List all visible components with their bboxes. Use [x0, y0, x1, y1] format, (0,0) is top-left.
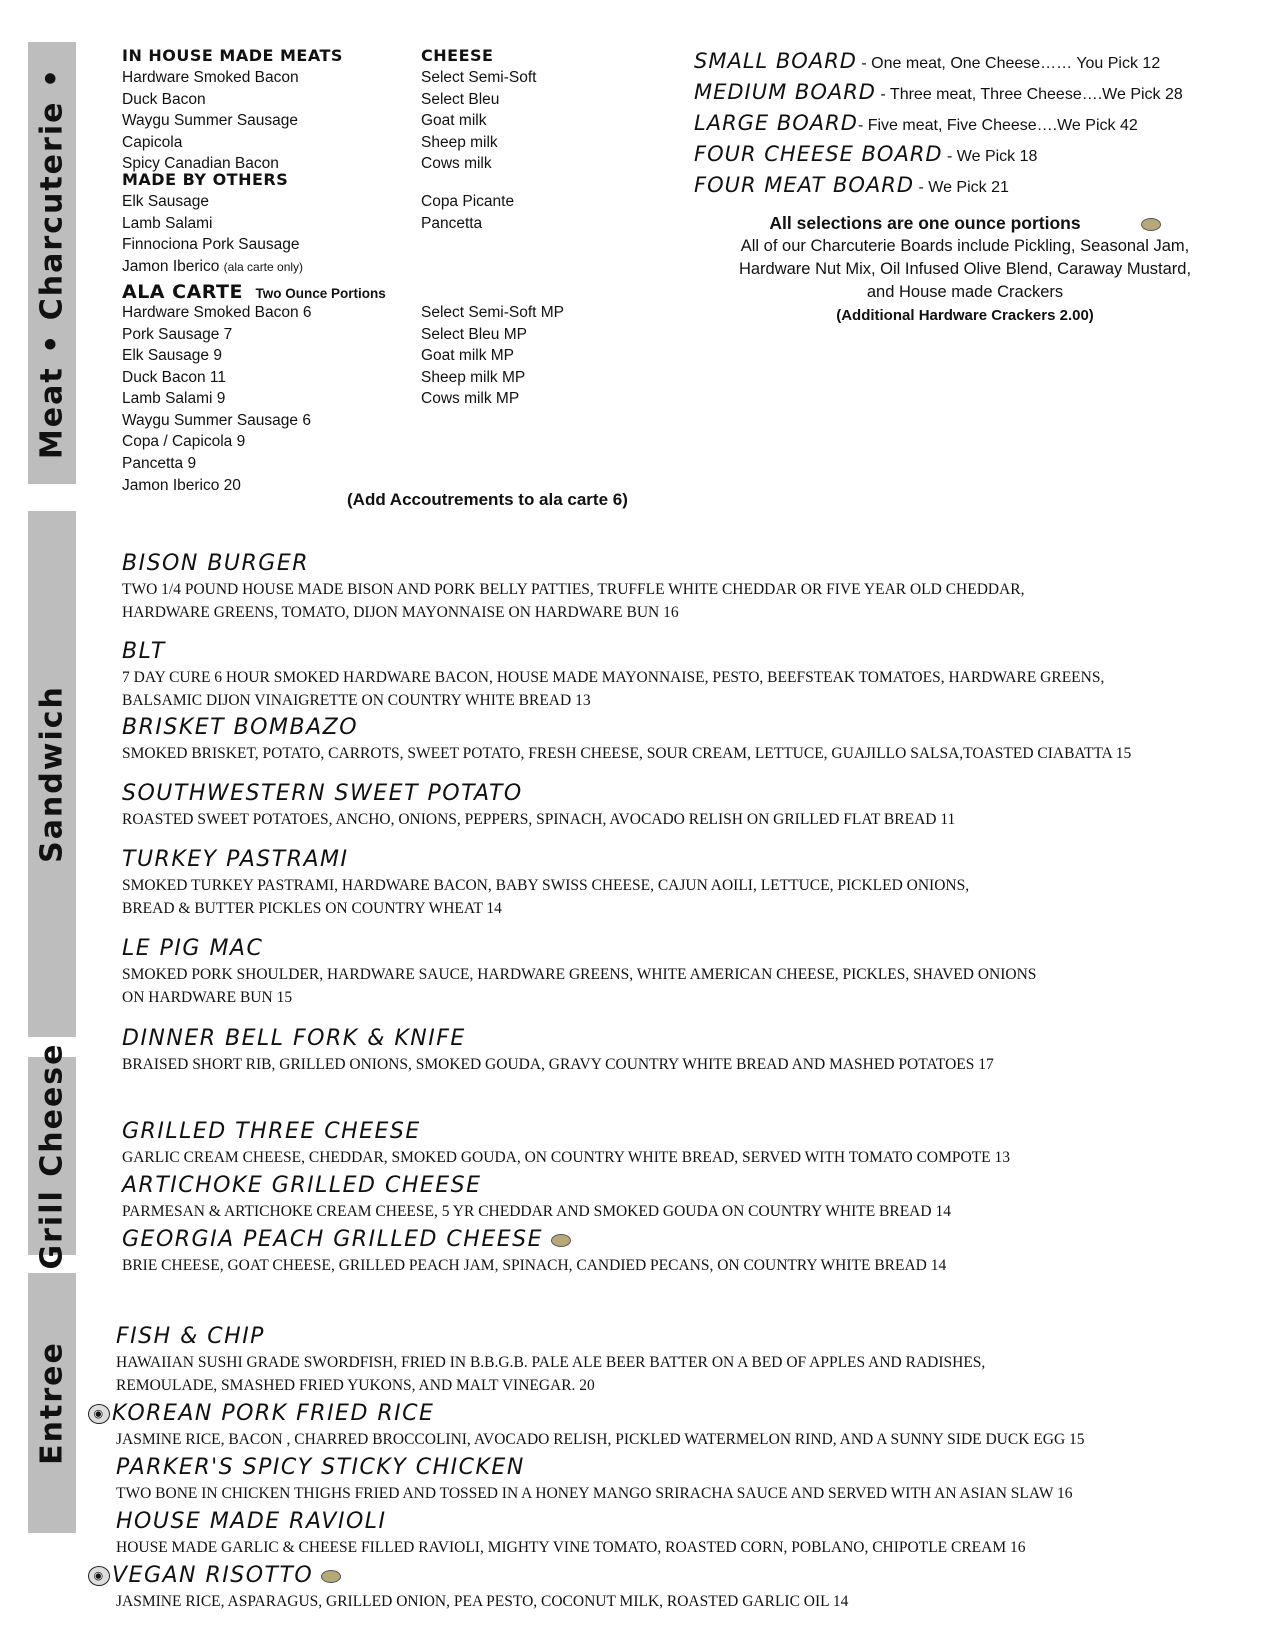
cheese-list: [421, 67, 536, 175]
list-item: Copa Picante: [421, 193, 515, 210]
list-item: Cows milk: [421, 155, 492, 172]
menu-item: [116, 1508, 1026, 1559]
list-item: Finnociona Pork Sausage: [122, 236, 300, 253]
menu-item: [122, 1025, 994, 1076]
item-name: ◉ VEGAN RISOTTO: [88, 1562, 848, 1590]
board-item: [694, 47, 1183, 78]
section-meat-label: Meat • Charcuterie •: [34, 66, 70, 460]
list-item: Jamon Iberico 20: [122, 477, 241, 494]
item-name: BRISKET BOMBAZO: [122, 715, 359, 740]
boards-list: [694, 47, 1183, 202]
menu-item: [88, 1400, 1085, 1451]
item-desc: GARLIC CREAM CHEESE, CHEDDAR, SMOKED GOUDA, ON COUNTRY WHITE BREAD, SERVED WITH TOMATO COMPOTE 13: [122, 1149, 1011, 1166]
ala-carte-meats: [122, 302, 312, 497]
board-name: FOUR MEAT BOARD: [694, 173, 915, 197]
item-name: LE PIG MAC: [122, 936, 264, 961]
board-item: [694, 171, 1183, 202]
list-item: Spicy Canadian Bacon: [122, 155, 279, 172]
item-desc: ROASTED SWEET POTATOES, ANCHO, ONIONS, PEPPERS, SPINACH, AVOCADO RELISH ON GRILLED FLAT BREAD 11: [122, 811, 956, 828]
board-desc: - Three meat, Three Cheese….We Pick 28: [875, 86, 1183, 103]
list-item: Lamb Salami: [122, 214, 213, 232]
item-desc: TWO BONE IN CHICKEN THIGHS FRIED AND TOSSED IN A HONEY MANGO SRIRACHA SAUCE AND SERVED WITH AN ASIAN SLAW 16: [116, 1485, 1073, 1502]
menu-item: [122, 1172, 951, 1223]
ala-carte-subtitle: Two Ounce Portions: [255, 286, 386, 301]
item-name: BLT: [122, 639, 166, 664]
board-name: MEDIUM BOARD: [694, 80, 876, 104]
item-name: GRILLED THREE CHEESE: [122, 1119, 421, 1144]
menu-item: [88, 1562, 848, 1613]
list-item: Elk Sausage: [122, 193, 210, 210]
menu-item: [122, 550, 1025, 624]
item-name: TURKEY PASTRAMI: [122, 847, 349, 872]
board-note-line: All of our Charcuterie Boards include Pickling, Seasonal Jam,: [740, 237, 1190, 255]
item-desc: 7 DAY CURE 6 HOUR SMOKED HARDWARE BACON, HOUSE MADE MAYONNAISE, PESTO, BEEFSTEAK TOMATOES, HARDWARE GREENS,: [122, 669, 1105, 686]
list-item: Goat milk: [421, 112, 487, 129]
item-desc: SMOKED PORK SHOULDER, HARDWARE SAUCE, HARDWARE GREENS, WHITE AMERICAN CHEESE, PICKLES, SHAVED ONIONS: [122, 966, 1037, 983]
others-jamon: Jamon Iberico: [122, 257, 220, 275]
board-item: [694, 78, 1183, 109]
pig-icon: ◉: [88, 1566, 110, 1586]
list-item: Select Bleu MP: [421, 325, 527, 343]
board-name: LARGE BOARD: [694, 111, 858, 135]
item-name: FISH & CHIP: [116, 1324, 265, 1349]
menu-item: [122, 1226, 946, 1277]
item-desc: PARMESAN & ARTICHOKE CREAM CHEESE, 5 YR CHEDDAR AND SMOKED GOUDA ON COUNTRY WHITE BREAD 14: [122, 1203, 951, 1220]
list-item: Duck Bacon 11: [122, 368, 226, 386]
ala-carte-only-note: (ala carte only): [223, 259, 304, 274]
menu-item: [122, 638, 1104, 712]
item-desc: BRIE CHEESE, GOAT CHEESE, GRILLED PEACH JAM, SPINACH, CANDIED PECANS, ON COUNTRY WHITE BREAD 14: [122, 1257, 947, 1274]
list-item: Select Semi-Soft: [421, 69, 537, 86]
menu-item: [122, 1118, 1010, 1169]
list-item: Pancetta 9: [122, 454, 197, 472]
list-item: Waygu Summer Sausage 6: [122, 411, 311, 429]
item-name: HOUSE MADE RAVIOLI: [116, 1509, 387, 1534]
item-desc: HARDWARE GREENS, TOMATO, DIJON MAYONNAISE ON HARDWARE BUN 16: [122, 604, 679, 621]
item-desc: SMOKED BRISKET, POTATO, CARROTS, SWEET POTATO, FRESH CHEESE, SOUR CREAM, LETTUCE, GUAJILLO SALSA,TOASTED CIABATTA 15: [122, 745, 1132, 762]
list-item: Waygu Summer Sausage: [122, 112, 299, 129]
list-item: Capicola: [122, 133, 183, 151]
board-desc: - One meat, One Cheese…… You Pick 12: [856, 55, 1161, 72]
list-item: [122, 256, 303, 279]
leaf-icon: [321, 1570, 341, 1583]
list-item: Elk Sausage 9: [122, 347, 222, 364]
item-name: PARKER'S SPICY STICKY CHICKEN: [116, 1455, 525, 1480]
menu-item: [116, 1454, 1073, 1505]
item-desc: BALSAMIC DIJON VINAIGRETTE ON COUNTRY WHITE BREAD 13: [122, 692, 591, 709]
board-name: SMALL BOARD: [694, 49, 857, 73]
board-desc: - We Pick 21: [914, 179, 1009, 196]
item-name: BISON BURGER: [122, 551, 310, 576]
ala-carte-heading: [122, 281, 386, 303]
item-desc: BRAISED SHORT RIB, GRILLED ONIONS, SMOKED GOUDA, GRAVY COUNTRY WHITE BREAD AND MASHED POTATOES 17: [122, 1056, 994, 1073]
item-desc: REMOULADE, SMASHED FRIED YUKONS, AND MALT VINEGAR. 20: [116, 1377, 595, 1394]
item-desc: HAWAIIAN SUSHI GRADE SWORDFISH, FRIED IN B.B.G.B. PALE ALE BEER BATTER ON A BED OF APPLES AND RADISHES,: [116, 1354, 986, 1371]
accoutrements-note: (Add Accoutrements to ala carte 6): [347, 490, 628, 509]
item-desc: JASMINE RICE, ASPARAGUS, GRILLED ONION, PEA PESTO, COCONUT MILK, ROASTED GARLIC OIL 14: [116, 1593, 849, 1610]
list-item: Select Semi-Soft MP: [421, 304, 564, 321]
menu-item: [116, 1323, 985, 1397]
item-name: ◉ KOREAN PORK FRIED RICE: [88, 1400, 1085, 1428]
list-item: Hardware Smoked Bacon 6: [122, 304, 312, 321]
list-item: Pancetta: [421, 214, 483, 232]
house-meats-title: IN HOUSE MADE MEATS: [122, 46, 343, 65]
list-item: Cows milk MP: [421, 390, 520, 407]
menu-item: [122, 714, 1131, 765]
section-meat-bar: [28, 42, 76, 484]
board-item: [694, 140, 1183, 171]
item-name: DINNER BELL FORK & KNIFE: [122, 1026, 466, 1051]
board-desc: - We Pick 18: [942, 148, 1038, 165]
menu-item: [122, 780, 955, 831]
list-item: Select Bleu: [421, 90, 500, 108]
item-desc: BREAD & BUTTER PICKLES ON COUNTRY WHEAT 14: [122, 900, 502, 917]
ala-carte-title: ALA CARTE: [122, 281, 243, 303]
board-note-title: All selections are one ounce portions: [700, 212, 1230, 235]
list-item: Goat milk MP: [421, 347, 515, 364]
list-item: Duck Bacon: [122, 90, 206, 108]
list-item: Copa / Capicola 9: [122, 433, 246, 450]
board-note-line: and House made Crackers: [866, 283, 1064, 301]
list-item: Sheep milk: [421, 133, 498, 151]
list-item: Sheep milk MP: [421, 368, 526, 386]
leaf-icon: [551, 1234, 571, 1247]
menu-item: [122, 935, 1036, 1009]
section-sandwich-label: Sandwich: [34, 685, 70, 863]
list-item: Hardware Smoked Bacon: [122, 69, 299, 86]
section-sandwich-bar: [28, 511, 76, 1037]
leaf-icon: [1141, 218, 1161, 231]
others-title: MADE BY OTHERS: [122, 170, 289, 189]
item-desc: ON HARDWARE BUN 15: [122, 989, 293, 1006]
board-note-extra: (Additional Hardware Crackers 2.00): [836, 307, 1094, 324]
board-note: [700, 212, 1230, 327]
item-desc: JASMINE RICE, BACON , CHARRED BROCCOLINI, AVOCADO RELISH, PICKLED WATERMELON RIND, AND A SUNNY SIDE DUCK EGG 15: [116, 1431, 1085, 1448]
item-desc: TWO 1/4 POUND HOUSE MADE BISON AND PORK BELLY PATTIES, TRUFFLE WHITE CHEDDAR OR FIVE YEAR OLD CHEDDAR,: [122, 581, 1025, 598]
item-name: SOUTHWESTERN SWEET POTATO: [122, 781, 523, 806]
item-desc: SMOKED TURKEY PASTRAMI, HARDWARE BACON, BABY SWISS CHEESE, CAJUN AOILI, LETTUCE, PICKLED ONIONS,: [122, 877, 970, 894]
board-item: [694, 109, 1183, 140]
board-note-line: Hardware Nut Mix, Oil Infused Olive Blend, Caraway Mustard,: [738, 260, 1192, 278]
cheese-title: CHEESE: [421, 46, 494, 65]
section-entree-bar: [28, 1273, 76, 1533]
list-item: Pork Sausage 7: [122, 325, 233, 343]
pig-icon: ◉: [88, 1404, 110, 1424]
item-name: GEORGIA PEACH GRILLED CHEESE: [122, 1226, 946, 1254]
item-desc: HOUSE MADE GARLIC & CHEESE FILLED RAVIOLI, MIGHTY VINE TOMATO, ROASTED CORN, POBLANO, CHIPOTLE CREAM 16: [116, 1539, 1026, 1556]
house-meats-list: [122, 67, 299, 175]
board-desc: - Five meat, Five Cheese….We Pick 42: [857, 117, 1138, 134]
others-right-list: [421, 191, 514, 234]
item-name: ARTICHOKE GRILLED CHEESE: [122, 1173, 482, 1198]
section-grill-bar: [28, 1042, 76, 1270]
board-name: FOUR CHEESE BOARD: [694, 142, 943, 166]
ala-carte-cheeses: [421, 302, 564, 410]
menu-item: [122, 846, 969, 920]
others-list: [122, 191, 303, 278]
section-entree-label: Entree: [34, 1341, 70, 1465]
list-item: Lamb Salami 9: [122, 390, 226, 407]
section-grill-label: Grill Cheese: [34, 1042, 70, 1270]
